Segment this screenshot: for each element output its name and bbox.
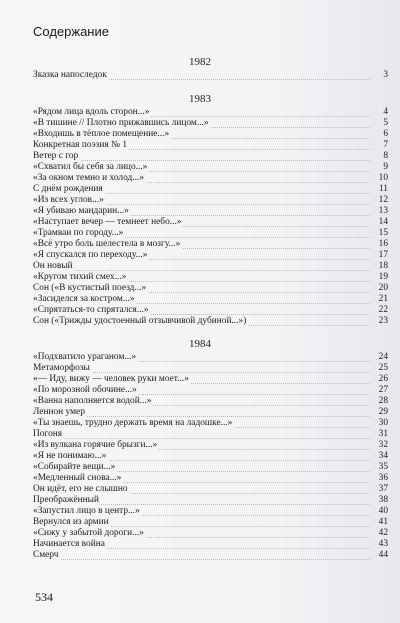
toc-entry-page: 14 (378, 217, 388, 227)
toc-entry (33, 550, 388, 561)
toc-entry-page: 27 (378, 385, 388, 395)
toc-entry (33, 396, 388, 407)
toc-entry-title: «Трамваи по городу...» (33, 228, 124, 238)
toc-entry-title: «Я убиваю мандарин...» (33, 206, 129, 216)
toc-entry (33, 151, 388, 162)
toc-entry-title: «Ванна наполняется водой...» (33, 396, 152, 406)
toc-entry-page: 42 (378, 528, 388, 538)
toc-entry (33, 506, 388, 517)
toc-entry-title: «Из вулкана горячие брызги...» (33, 440, 158, 450)
toc-entry-page: 28 (378, 396, 388, 406)
toc-entry-page: 22 (378, 305, 388, 315)
page-number: 534 (35, 590, 53, 604)
toc-entry (33, 228, 388, 239)
toc-entry-title: «В тишине // Плотно прижавшись лицом...» (33, 118, 209, 128)
toc-entry-title: «Сижу у забытой дороги...» (33, 528, 144, 538)
toc-entry-title: «Запустил лицо в центр...» (33, 506, 140, 516)
toc-entry-page: 32 (378, 440, 388, 450)
toc-entry-page: 29 (378, 407, 388, 417)
toc-entry-page: 36 (378, 473, 388, 483)
dot-leader (33, 559, 370, 560)
toc-entry (33, 385, 388, 396)
toc-entry (33, 70, 388, 81)
toc-entry-title: Погоня (33, 429, 63, 439)
toc-entry (33, 173, 388, 184)
toc-entry (33, 239, 388, 250)
toc-entry (33, 272, 388, 283)
toc-entry-page: 43 (378, 539, 388, 549)
section-year: 1984 (189, 338, 211, 350)
toc-entry-page: 6 (383, 129, 388, 139)
toc-entry (33, 140, 388, 151)
toc-entry-title: Он новый (33, 261, 73, 271)
toc-entry-page: 26 (378, 374, 388, 384)
toc-entry-page: 17 (378, 250, 388, 260)
toc-entry-page: 34 (378, 451, 388, 461)
toc-entry-page: 13 (378, 206, 388, 216)
toc-entry-title: «Я спускался по переходу...» (33, 250, 148, 260)
toc-entry-page: 37 (378, 484, 388, 494)
toc-entry (33, 118, 388, 129)
toc-entry-page: 44 (378, 550, 388, 560)
toc-entry-page: 8 (383, 151, 388, 161)
toc-entry-title: «Спрятаться-то спрятался...» (33, 305, 149, 315)
toc-entry (33, 473, 388, 484)
toc-entry (33, 107, 388, 118)
toc-entry-title: «Я не понимаю...» (33, 451, 107, 461)
toc-entry (33, 206, 388, 217)
dot-leader (33, 160, 370, 161)
toc-entry (33, 294, 388, 305)
toc-entry-page: 31 (378, 429, 388, 439)
toc-entry-title: «Наступает вечер — темнеет небо...» (33, 217, 182, 227)
toc-entry (33, 162, 388, 173)
toc-entry-title: Сон («Трижды удостоенный отзывчивой дубиной...») (33, 316, 247, 326)
toc-entry-page: 15 (378, 228, 388, 238)
toc-entry (33, 352, 388, 363)
dot-leader (33, 270, 370, 271)
toc-entry-title: Леннон умер (33, 407, 85, 417)
toc-entry-title: «— Иду, вижу — человек руки моет...» (33, 374, 189, 384)
section-year: 1983 (189, 93, 211, 105)
toc-entry-page: 18 (378, 261, 388, 271)
toc-entry-title: Он идёт, его не слышно (33, 484, 128, 494)
toc-entry-page: 35 (378, 462, 388, 472)
toc-entry (33, 418, 388, 429)
toc-entry (33, 374, 388, 385)
toc-entry-page: 40 (378, 506, 388, 516)
toc-entry-page: 11 (378, 184, 388, 194)
toc-entry-page: 16 (378, 239, 388, 249)
toc-entry-page: 38 (378, 495, 388, 505)
toc-entry (33, 451, 388, 462)
toc-entry-title: Зказка напоследок (33, 70, 107, 80)
toc-entry-page: 24 (378, 352, 388, 362)
toc-section-1984 (33, 352, 388, 561)
toc-entry (33, 539, 388, 550)
toc-entry (33, 316, 388, 327)
toc-entry (33, 517, 388, 528)
toc-entry (33, 495, 388, 506)
toc-entry-title: Преображённый (33, 495, 99, 505)
toc-entry-title: «Подхватило ураганом...» (33, 352, 137, 362)
toc-entry (33, 363, 388, 374)
page-heading: Содержание (33, 24, 109, 39)
toc-entry-title: «Собирайте вещи...» (33, 462, 116, 472)
toc-entry (33, 129, 388, 140)
toc-entry-title: С днём рождения (33, 184, 103, 194)
toc-entry-title: Ветер с гор (33, 151, 79, 161)
toc-entry-page: 7 (383, 140, 388, 150)
toc-entry-page: 23 (378, 316, 388, 326)
toc-entry (33, 305, 388, 316)
toc-entry-page: 4 (383, 107, 388, 117)
section-year: 1982 (189, 56, 211, 68)
toc-entry-title: Сон («В кустистый поезд...» (33, 283, 147, 293)
toc-entry (33, 440, 388, 451)
toc-entry-title: «Всё утро боль шелестела в мозгу...» (33, 239, 181, 249)
toc-entry-title: «Засиделся за костром...» (33, 294, 135, 304)
toc-entry-title: «По морозной обочине...» (33, 385, 137, 395)
toc-entry (33, 407, 388, 418)
toc-entry-title: Начинается война (33, 539, 105, 549)
toc-section-1983 (33, 107, 388, 327)
toc-entry-title: «Из всех углов...» (33, 195, 104, 205)
toc-entry-page: 19 (378, 272, 388, 282)
toc-entry-page: 20 (378, 283, 388, 293)
toc-entry-page: 10 (378, 173, 388, 183)
toc-entry-title: «Медленный снова...» (33, 473, 122, 483)
toc-entry (33, 528, 388, 539)
toc-entry-title: «За окном темно и холод...» (33, 173, 145, 183)
toc-entry (33, 195, 388, 206)
toc-entry-title: Конкретная поэзия № 1 (33, 140, 128, 150)
dot-leader (33, 438, 370, 439)
toc-entry-page: 41 (378, 517, 388, 527)
toc-entry (33, 429, 388, 440)
toc-entry-title: Смерч (33, 550, 59, 560)
toc-entry-page: 9 (383, 162, 388, 172)
toc-entry-title: «Рядом лица вдоль сторон...» (33, 107, 150, 117)
toc-entry-page: 12 (378, 195, 388, 205)
toc-entry (33, 250, 388, 261)
toc-entry-title: «Кругом тихий смех...» (33, 272, 127, 282)
toc-entry (33, 283, 388, 294)
toc-entry (33, 184, 388, 195)
toc-entry-page: 21 (378, 294, 388, 304)
toc-entry (33, 217, 388, 228)
toc-entry-title: Вернулся из армии (33, 517, 109, 527)
toc-entry-page: 30 (378, 418, 388, 428)
toc-entry-title: «Входишь в тёплое помещение...» (33, 129, 170, 139)
toc-entry (33, 484, 388, 495)
toc-entry-page: 5 (383, 118, 388, 128)
toc-entry-title: Метаморфозы (33, 363, 90, 373)
toc-section-1982 (33, 70, 388, 81)
toc-entry-page: 25 (378, 363, 388, 373)
toc-entry-title: «Ты знаешь, трудно держать время на ладошке...» (33, 418, 233, 428)
toc-entry (33, 261, 388, 272)
toc-entry (33, 462, 388, 473)
toc-entry-page: 3 (383, 70, 388, 80)
toc-entry-title: «Схватил бы себя за лицо...» (33, 162, 148, 172)
